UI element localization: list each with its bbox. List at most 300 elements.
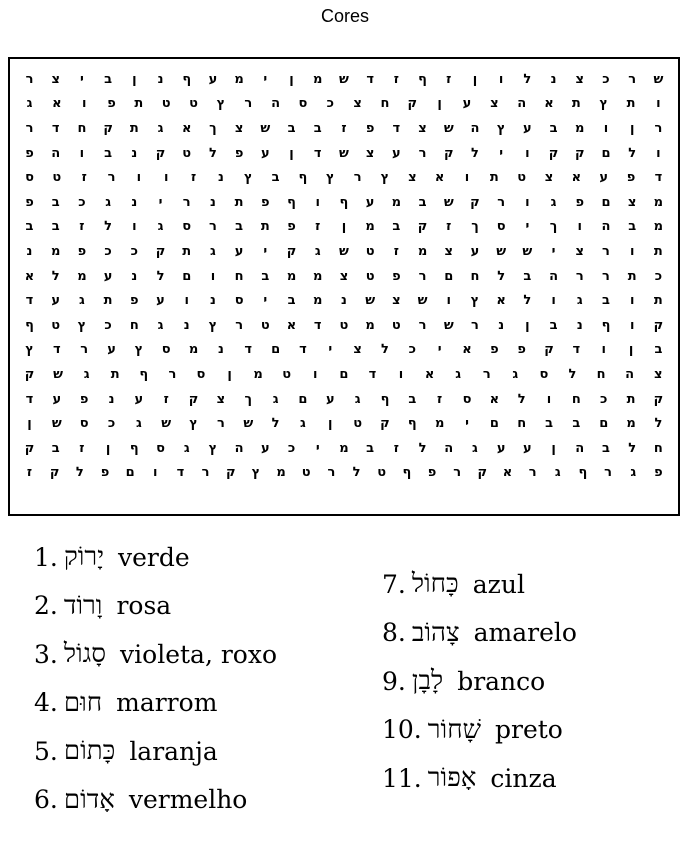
grid-letter: ן [132, 71, 137, 87]
grid-letter: ם [339, 366, 349, 382]
grid-letter: צ [418, 120, 427, 136]
grid-letter: פ [626, 170, 636, 186]
grid-letter: ת [626, 391, 636, 407]
grid-letter: ת [489, 170, 499, 186]
grid-letter: ל [156, 268, 165, 284]
grid-letter: ח [517, 416, 527, 432]
grid-letter: ק [417, 219, 428, 235]
grid-letter: ה [575, 440, 585, 456]
grid-letter: ש [339, 71, 349, 87]
grid-letter: ג [472, 440, 478, 456]
grid-letter: ג [554, 465, 561, 481]
grid-letter: צ [339, 268, 349, 284]
grid-letter: ע [107, 342, 116, 358]
grid-letter: א [424, 366, 435, 382]
grid-letter: ר [25, 71, 34, 87]
portuguese-translation: preto [494, 715, 563, 745]
grid-letter: ץ [208, 317, 218, 333]
grid-letter: ר [244, 96, 253, 112]
grid-letter: א [502, 465, 513, 481]
grid-letter: פ [261, 194, 270, 210]
grid-letter: נ [183, 317, 190, 333]
grid-letter: ו [525, 194, 530, 210]
grid-letter: נ [217, 342, 224, 358]
grid-letter: ת [653, 293, 663, 309]
grid-letter: ן [341, 219, 347, 235]
grid-letter: ר [453, 465, 462, 481]
grid-letter: נ [209, 194, 216, 210]
grid-letter: מ [434, 416, 445, 432]
grid-letter: ז [393, 71, 399, 87]
portuguese-translation: branco [457, 666, 546, 696]
grid-letter: ג [210, 243, 216, 259]
grid-letter: ת [260, 219, 270, 235]
letter-grid [19, 67, 669, 485]
grid-letter: ו [656, 96, 661, 112]
grid-letter: ז [393, 243, 399, 259]
grid-letter: ד [244, 342, 253, 358]
grid-letter: ג [135, 416, 142, 432]
grid-letter: ך [244, 391, 252, 407]
grid-letter: ה [601, 219, 611, 235]
grid-letter: ג [512, 366, 519, 382]
grid-letter: ק [574, 145, 585, 161]
grid-letter: ל [381, 342, 389, 358]
grid-letter: ט [161, 96, 171, 112]
grid-letter: נ [131, 145, 138, 161]
grid-letter: ו [398, 366, 404, 382]
grid-letter: ג [79, 293, 85, 309]
grid-letter: ז [437, 391, 443, 407]
grid-letter: ג [26, 96, 33, 112]
grid-letter: ש [443, 194, 454, 210]
grid-letter: ס [79, 416, 89, 432]
grid-letter: ד [392, 120, 401, 136]
portuguese-translation: cinza [490, 763, 557, 793]
portuguese-translation: vermelho [128, 785, 248, 815]
grid-letter: ר [25, 120, 34, 136]
grid-letter: ף [418, 71, 427, 87]
grid-letter: ן [27, 416, 32, 432]
grid-letter: ץ [25, 342, 34, 358]
grid-letter: ש [51, 416, 62, 432]
grid-letter: ש [243, 416, 254, 432]
grid-letter: ק [49, 465, 60, 481]
grid-letter: מ [313, 268, 323, 284]
grid-letter: ס [161, 342, 171, 358]
grid-letter: ן [328, 416, 333, 432]
grid-letter: ע [462, 96, 472, 112]
grid-row [19, 436, 669, 461]
grid-letter: ק [548, 145, 559, 161]
grid-letter: ל [271, 416, 280, 432]
grid-letter: ג [354, 391, 361, 407]
grid-letter: צ [51, 71, 60, 87]
grid-letter: ץ [243, 170, 253, 186]
grid-row [19, 239, 669, 264]
grid-letter: ס [234, 293, 244, 309]
grid-letter: ק [470, 194, 480, 210]
grid-letter: ט [189, 96, 198, 112]
grid-letter: ד [299, 342, 307, 358]
grid-letter: ע [260, 145, 270, 161]
grid-letter: ה [444, 440, 454, 456]
grid-letter: ע [365, 194, 375, 210]
grid-letter: צ [575, 243, 585, 259]
grid-letter: ק [188, 391, 199, 407]
grid-letter: ט [517, 170, 527, 186]
grid-letter: ו [81, 96, 87, 112]
grid-letter: ץ [189, 416, 198, 432]
grid-letter: מ [653, 219, 664, 235]
grid-letter: נ [131, 268, 138, 284]
grid-letter: מ [653, 194, 664, 210]
grid-letter: ר [235, 317, 244, 333]
grid-letter: ט [260, 317, 270, 333]
grid-letter: ה [625, 366, 635, 382]
grid-letter: ך [471, 219, 479, 235]
grid-letter: ב [549, 317, 558, 333]
grid-letter: צ [653, 366, 663, 382]
grid-letter: י [465, 416, 469, 432]
grid-letter: פ [79, 391, 89, 407]
portuguese-translation: rosa [116, 591, 172, 621]
grid-letter: צ [408, 170, 417, 186]
grid-letter: ו [601, 342, 606, 358]
grid-letter: מ [575, 120, 585, 136]
grid-letter: פ [130, 293, 139, 309]
grid-letter: י [158, 194, 163, 210]
grid-letter: ץ [77, 317, 87, 333]
grid-letter: ד [313, 317, 322, 333]
grid-letter: ב [602, 440, 610, 456]
grid-letter: ו [136, 170, 142, 186]
grid-letter: ל [628, 440, 637, 456]
grid-letter: ו [498, 71, 504, 87]
grid-letter: ו [184, 293, 189, 309]
grid-letter: פ [392, 268, 401, 284]
grid-letter: ו [313, 366, 318, 382]
grid-letter: ד [654, 170, 663, 186]
grid-letter: ב [418, 194, 427, 210]
grid-letter: ז [341, 120, 347, 136]
grid-letter: ע [392, 145, 401, 161]
grid-letter: ת [103, 293, 113, 309]
grid-letter: י [499, 145, 504, 161]
grid-letter: ח [77, 120, 87, 136]
grid-letter: מ [77, 268, 87, 284]
grid-letter: ר [628, 71, 637, 87]
grid-letter: ן [551, 440, 556, 456]
word-number: 10. [382, 715, 422, 745]
grid-letter: ש [443, 120, 454, 136]
hebrew-word: אָפוֹר [427, 763, 477, 794]
hebrew-word: שָׁחוֹר [427, 714, 481, 745]
grid-letter: ק [653, 391, 664, 407]
grid-letter: פ [490, 342, 499, 358]
grid-letter: נ [26, 243, 33, 259]
grid-letter: ע [156, 293, 165, 309]
grid-letter: ו [656, 145, 661, 161]
grid-letter: ב [104, 71, 113, 87]
grid-letter: ז [163, 391, 169, 407]
grid-letter: מ [188, 342, 199, 358]
grid-letter: ש [339, 145, 349, 161]
grid-letter: ת [182, 243, 192, 259]
grid-letter: ץ [599, 96, 609, 112]
grid-letter: ב [25, 219, 34, 235]
grid-letter: ו [629, 243, 635, 259]
grid-letter: ן [289, 145, 294, 161]
grid-letter: ג [105, 194, 112, 210]
grid-letter: ש [365, 293, 376, 309]
grid-letter: א [496, 293, 506, 309]
grid-letter: ר [418, 145, 427, 161]
grid-letter: ל [352, 465, 361, 481]
grid-letter: ג [157, 120, 164, 136]
grid-letter: ע [496, 440, 506, 456]
grid-letter: כ [287, 440, 296, 456]
grid-letter: ק [155, 145, 166, 161]
grid-letter: ם [599, 416, 609, 432]
grid-letter: ס [182, 219, 192, 235]
grid-letter: ז [26, 465, 33, 481]
grid-letter: ץ [496, 120, 506, 136]
grid-letter: ט [365, 268, 375, 284]
grid-row [19, 338, 669, 363]
word-number: 1. [34, 542, 58, 572]
grid-row [19, 190, 669, 215]
hebrew-word: צָהוֹב [411, 617, 460, 648]
grid-letter: ק [380, 416, 390, 432]
grid-letter: ת [571, 96, 581, 112]
grid-letter: פ [25, 194, 34, 210]
grid-letter: ג [314, 243, 321, 259]
grid-letter: ף [601, 317, 611, 333]
grid-letter: ח [470, 268, 480, 284]
grid-letter: ג [455, 366, 462, 382]
grid-letter: ס [462, 391, 472, 407]
hebrew-word: אָדוֹם [63, 784, 115, 815]
grid-letter: ף [407, 416, 417, 432]
grid-letter: ע [523, 440, 532, 456]
grid-letter: ו [446, 293, 451, 309]
grid-letter: ס [298, 96, 308, 112]
grid-letter: ו [210, 268, 216, 284]
grid-letter: ך [209, 120, 217, 136]
grid-letter: ד [51, 120, 60, 136]
grid-letter: צ [544, 170, 554, 186]
grid-row [19, 116, 669, 141]
portuguese-translation: amarelo [473, 618, 577, 648]
grid-letter: ע [134, 391, 144, 407]
grid-letter: ק [653, 317, 664, 333]
grid-letter: ל [208, 145, 217, 161]
grid-letter: ק [24, 366, 35, 382]
grid-letter: ג [83, 366, 90, 382]
grid-letter: כ [408, 342, 416, 358]
grid-letter: מ [313, 293, 323, 309]
grid-letter: ו [551, 293, 556, 309]
grid-letter: ק [443, 145, 454, 161]
word-number: 9. [382, 666, 406, 696]
grid-letter: ו [153, 465, 158, 481]
grid-letter: ח [234, 268, 244, 284]
grid-letter: ל [517, 391, 526, 407]
grid-letter: צ [216, 391, 226, 407]
word-list-item [34, 630, 277, 679]
grid-row [19, 92, 669, 117]
grid-letter: ג [630, 465, 637, 481]
word-list-item [34, 727, 277, 776]
grid-letter: ו [603, 120, 609, 136]
grid-letter: ר [107, 170, 116, 186]
grid-row [19, 67, 669, 92]
word-search-grid [8, 57, 680, 516]
grid-letter: ד [53, 342, 61, 358]
grid-letter: א [544, 96, 554, 112]
grid-letter: כ [602, 71, 610, 87]
grid-letter: פ [77, 243, 87, 259]
grid-letter: ת [234, 194, 244, 210]
grid-letter: ו [315, 194, 320, 210]
grid-letter: א [571, 170, 582, 186]
grid-letter: ע [599, 170, 609, 186]
word-list-left [34, 533, 277, 824]
grid-letter: ש [161, 416, 172, 432]
grid-letter: ע [103, 268, 113, 284]
grid-letter: ס [196, 366, 206, 382]
grid-letter: ן [525, 317, 530, 333]
grid-letter: ג [272, 391, 279, 407]
hebrew-word: וָרוֹד [63, 590, 103, 621]
grid-letter: ו [163, 170, 169, 186]
grid-row [19, 215, 669, 240]
grid-letter: ף [182, 71, 192, 87]
grid-letter: ב [313, 120, 322, 136]
grid-letter: ב [104, 145, 113, 161]
grid-letter: ך [549, 219, 558, 235]
grid-letter: ט [377, 465, 387, 481]
grid-letter: ת [110, 366, 120, 382]
grid-letter: ק [24, 440, 35, 456]
grid-letter: ש [653, 71, 664, 87]
grid-letter: ר [497, 194, 506, 210]
grid-letter: ש [260, 120, 271, 136]
grid-letter: נ [131, 194, 138, 210]
grid-letter: ר [418, 268, 427, 284]
grid-letter: ם [298, 391, 308, 407]
grid-letter: ל [418, 440, 427, 456]
grid-letter: ן [628, 342, 634, 358]
grid-letter: ב [235, 219, 244, 235]
grid-letter: צ [365, 145, 375, 161]
grid-letter: כ [78, 194, 86, 210]
portuguese-translation: laranja [129, 736, 218, 766]
grid-letter: ח [653, 440, 663, 456]
grid-letter: ם [271, 342, 281, 358]
grid-letter: כ [130, 243, 138, 259]
grid-letter: ף [339, 194, 349, 210]
grid-letter: צ [353, 342, 362, 358]
grid-letter: ס [496, 219, 506, 235]
grid-letter: ד [25, 293, 34, 309]
grid-row [19, 362, 669, 387]
hebrew-word: כָּתוֹם [63, 736, 116, 767]
grid-letter: ץ [325, 170, 335, 186]
grid-letter: צ [234, 120, 244, 136]
portuguese-translation: verde [118, 542, 190, 572]
grid-letter: ן [629, 120, 635, 136]
grid-letter: ן [289, 71, 294, 87]
grid-letter: כ [326, 96, 334, 112]
grid-letter: י [437, 342, 442, 358]
grid-letter: א [489, 391, 500, 407]
grid-letter: ר [604, 465, 612, 481]
word-list-item [382, 560, 577, 609]
grid-letter: ט [365, 243, 375, 259]
grid-letter: ב [261, 268, 270, 284]
grid-letter: ל [471, 145, 479, 161]
grid-letter: ט [52, 170, 62, 186]
grid-letter: ל [523, 293, 532, 309]
grid-letter: ו [577, 219, 582, 235]
grid-letter: מ [234, 71, 244, 87]
grid-row [19, 461, 669, 486]
grid-letter: ר [353, 170, 362, 186]
grid-letter: ר [182, 194, 191, 210]
grid-letter: ב [654, 342, 663, 358]
grid-letter: ב [572, 416, 581, 432]
grid-letter: ה [234, 440, 244, 456]
grid-letter: ר [471, 317, 479, 333]
grid-letter: א [24, 268, 35, 284]
grid-letter: ש [496, 243, 507, 259]
grid-letter: ר [482, 366, 491, 382]
grid-letter: ץ [251, 465, 261, 481]
grid-letter: א [434, 170, 445, 186]
grid-letter: מ [417, 243, 428, 259]
grid-row [19, 288, 669, 313]
grid-row [19, 141, 669, 166]
grid-row [19, 411, 669, 436]
word-list-right [382, 560, 577, 803]
grid-letter: נ [108, 391, 115, 407]
grid-letter: צ [627, 194, 637, 210]
grid-letter: מ [339, 440, 349, 456]
grid-letter: ל [568, 366, 577, 382]
grid-letter: י [328, 342, 333, 358]
grid-letter: ו [79, 145, 85, 161]
grid-letter: צ [353, 96, 362, 112]
grid-letter: ף [402, 465, 412, 481]
grid-letter: ו [629, 317, 635, 333]
grid-letter: ר [654, 120, 663, 136]
grid-letter: ת [653, 243, 663, 259]
grid-letter: מ [365, 317, 375, 333]
grid-letter: ז [446, 219, 452, 235]
grid-letter: ה [549, 268, 559, 284]
grid-letter: נ [217, 170, 224, 186]
grid-letter: א [286, 317, 297, 333]
grid-letter: ב [408, 391, 417, 407]
grid-letter: ס [156, 440, 165, 456]
grid-letter: ה [470, 120, 480, 136]
grid-letter: ג [157, 219, 164, 235]
grid-letter: נ [157, 71, 164, 87]
grid-letter: י [263, 71, 268, 87]
grid-letter: ע [260, 440, 270, 456]
